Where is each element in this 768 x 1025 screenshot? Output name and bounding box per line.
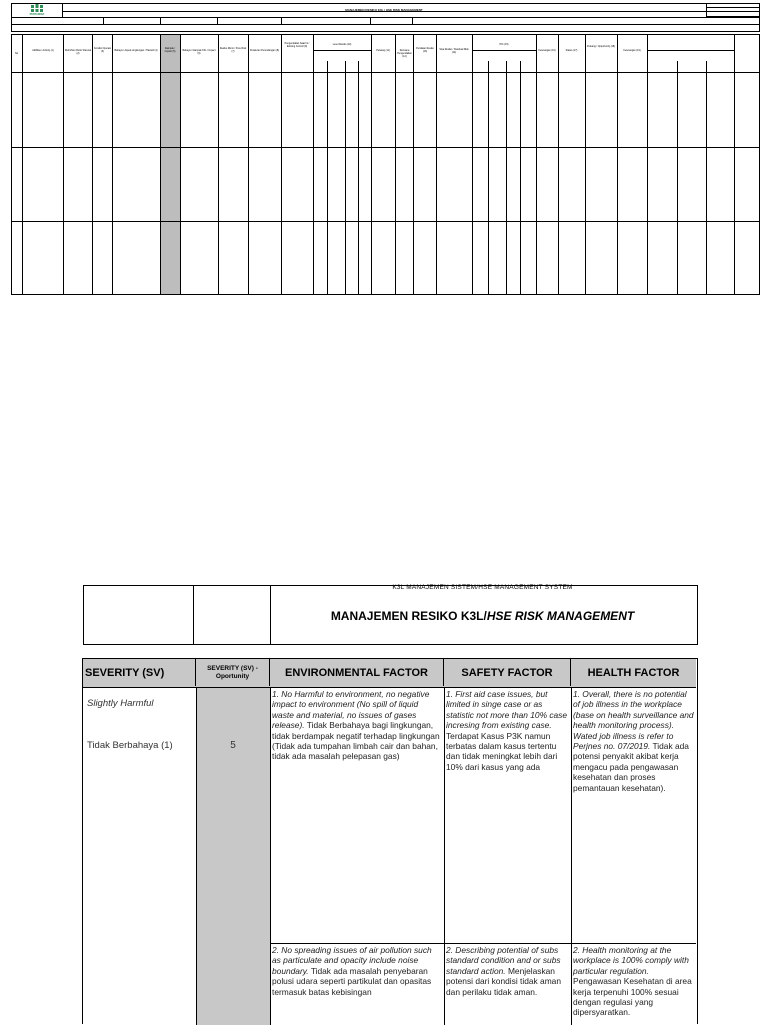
safety-factor-text: 1. First aid case issues, but limited in singe case or as statistic not more than 10% case incresing from existing case. Terdapat Kasus P3K namun terbatas dalam kasus tertentu dan tidak meningkat lebih dari 10% dari kasus yang ada [446, 689, 568, 772]
opportunity-value: 5 [230, 740, 236, 751]
column-header: Level Resiko (10) [332, 43, 352, 46]
column-header: No [14, 52, 19, 55]
column-header: Resiko Murni / Pure Risk (7) [219, 47, 247, 53]
column-header: Peraturan Perundangan (8) [249, 49, 280, 52]
column-header: Rutin/Non Rutin/ Darurat (2) [64, 49, 92, 55]
table-header-row [83, 659, 696, 688]
divider [11, 17, 760, 18]
company-logo [11, 3, 63, 18]
subheader-divider [313, 50, 371, 51]
column-header: Keterangan (19) [623, 49, 641, 52]
column-divider [558, 34, 559, 295]
divider [103, 17, 104, 24]
health-factor-text: 1. Overall, there is no potential of job illness in the workplace (base on health surveillance and health monitoring process). Wated job illness is refer to Perjnes no. 07/2019. Tidak ada potensi penyakit akibat kerja mengacu pada pengawasan kesehatan dan proses pemantauan kesehatan). [573, 689, 694, 793]
divider [217, 17, 218, 24]
column-header: PIC (15) [499, 43, 509, 46]
column-header: Aktifitas / Activity (1) [32, 49, 54, 52]
header-health: HEALTH FACTOR [587, 666, 680, 679]
header-environmental: ENVIRONMENTAL FACTOR [270, 659, 444, 686]
divider [370, 17, 371, 24]
column-divider [196, 688, 197, 1025]
subcolumn-divider [358, 61, 359, 295]
subcolumn-divider [520, 61, 521, 295]
subheader-divider [472, 50, 536, 51]
logo-icon [29, 4, 45, 13]
sheet-title: MANAJEMEN RESIKO K3L / HSE RISK MANAGEMENT [345, 8, 423, 12]
system-title: K3L MANAJEMEN SISTEM/HSE MANAGEMENT SYSTEM [392, 584, 573, 591]
safety-factor-text: 2. Describing potential of subs standard condition and or subs standard action. Menjelaskan potensi dari kondisi tidak aman dan perilaku tidak aman. [446, 945, 561, 997]
column-divider [63, 34, 64, 295]
column-divider [248, 34, 249, 295]
column-divider [413, 34, 414, 295]
column-divider [677, 61, 678, 295]
column-header: Dampak / Impact (5) [164, 47, 176, 53]
divider [160, 17, 161, 24]
column-divider [160, 34, 161, 295]
column-header: Keterangan (16) [538, 49, 556, 52]
health-factor-text: 2. Health monitoring at the workplace is 100% comply with particular regulation. Pengawasan Kesehatan di area kerja terpenuhi 100% sesuai dengan regulasi yang dipersyaratkan. [573, 945, 692, 1018]
column-divider [313, 34, 314, 295]
column-header: Peluang / Opportunity (18) [586, 45, 616, 48]
column-divider [92, 34, 93, 295]
column-header: Kondisi Operasi (3) [94, 47, 111, 53]
matrix-title: MANAJEMEN RESIKO K3L/HSE RISK MANAGEMENT [330, 609, 635, 623]
column-divider [734, 34, 735, 295]
column-divider [180, 34, 181, 295]
column-divider [444, 688, 445, 1025]
row-divider [270, 943, 696, 944]
column-divider [371, 34, 372, 295]
column-header: Bahaya / Dampak K3L / Impact (6) [182, 49, 216, 55]
column-header: Sisa Resiko / Residual Risk (14) [439, 48, 469, 54]
column-divider [617, 34, 618, 295]
risk-register-sheet [0, 0, 768, 300]
column-divider [436, 34, 437, 295]
subcolumn-divider [327, 61, 328, 295]
header-severity: SEVERITY (SV) [83, 659, 196, 686]
subcolumn-divider [506, 61, 507, 295]
column-header: Pengendalian Saat Ini / Existing Control (9) [284, 42, 310, 48]
header-blank-cell [194, 586, 271, 644]
opportunity-shaded-column [196, 688, 270, 1025]
header-safety: SAFETY FACTOR [444, 659, 571, 686]
severity-level-english: Slightly Harmful [87, 698, 154, 709]
severity-table [82, 658, 698, 1024]
subcolumn-divider [345, 61, 346, 295]
subheader-divider [647, 50, 734, 51]
doc-info-box [706, 3, 760, 17]
severity-matrix [0, 580, 768, 1024]
column-divider [281, 34, 282, 295]
divider [281, 17, 282, 24]
severity-level-indonesian: Tidak Berbahaya (1) [87, 740, 173, 751]
logo-word: PERTAMINA [29, 13, 45, 16]
subcolumn-divider [488, 61, 489, 295]
column-divider [585, 34, 586, 295]
row-separator [11, 147, 760, 148]
column-divider [706, 61, 707, 295]
environmental-factor-text: 2. No spreading issues of air pollution such as particulate and opacity include noise boundary. Tidak ada masalah penyebaran polusi udara seperti partikulat dan opasitas termasuk batas kebisingan [272, 945, 432, 997]
column-header: Peluang (11) [376, 49, 390, 52]
row-separator [11, 221, 760, 222]
column-divider [112, 34, 113, 295]
column-divider [647, 34, 648, 295]
divider [63, 11, 706, 12]
column-divider [571, 688, 572, 1025]
column-divider [218, 34, 219, 295]
divider [412, 17, 413, 24]
column-header: Penilaian Resiko (13) [416, 47, 434, 53]
header-bottom-line [11, 72, 760, 73]
column-divider [270, 688, 271, 1025]
column-header: Rencana Pengendalian (12) [397, 49, 412, 58]
column-divider [472, 34, 473, 295]
column-header: Bahaya / Aspek Lingkungan / Hazard (4) [114, 49, 158, 52]
divider [11, 24, 760, 25]
column-divider [22, 34, 23, 295]
column-divider [395, 34, 396, 295]
header-severity-opportunity: SEVERITY (SV) - Oportunity [196, 659, 270, 686]
column-header: Status (17) [565, 49, 578, 52]
environmental-factor-text: 1. No Harmful to environment, no negative impact to environment (No spill of liquid waste and material, no issues of gases release). Tidak Berbahaya bagi lingkungan, tidak berdampak negatif terhadap lingkungan (Tidak ada tumpahan limbah cair dan bahan, tidak ada masalah pelepasan gas) [272, 689, 440, 762]
column-divider [536, 34, 537, 295]
header-logo-cell [84, 586, 194, 644]
